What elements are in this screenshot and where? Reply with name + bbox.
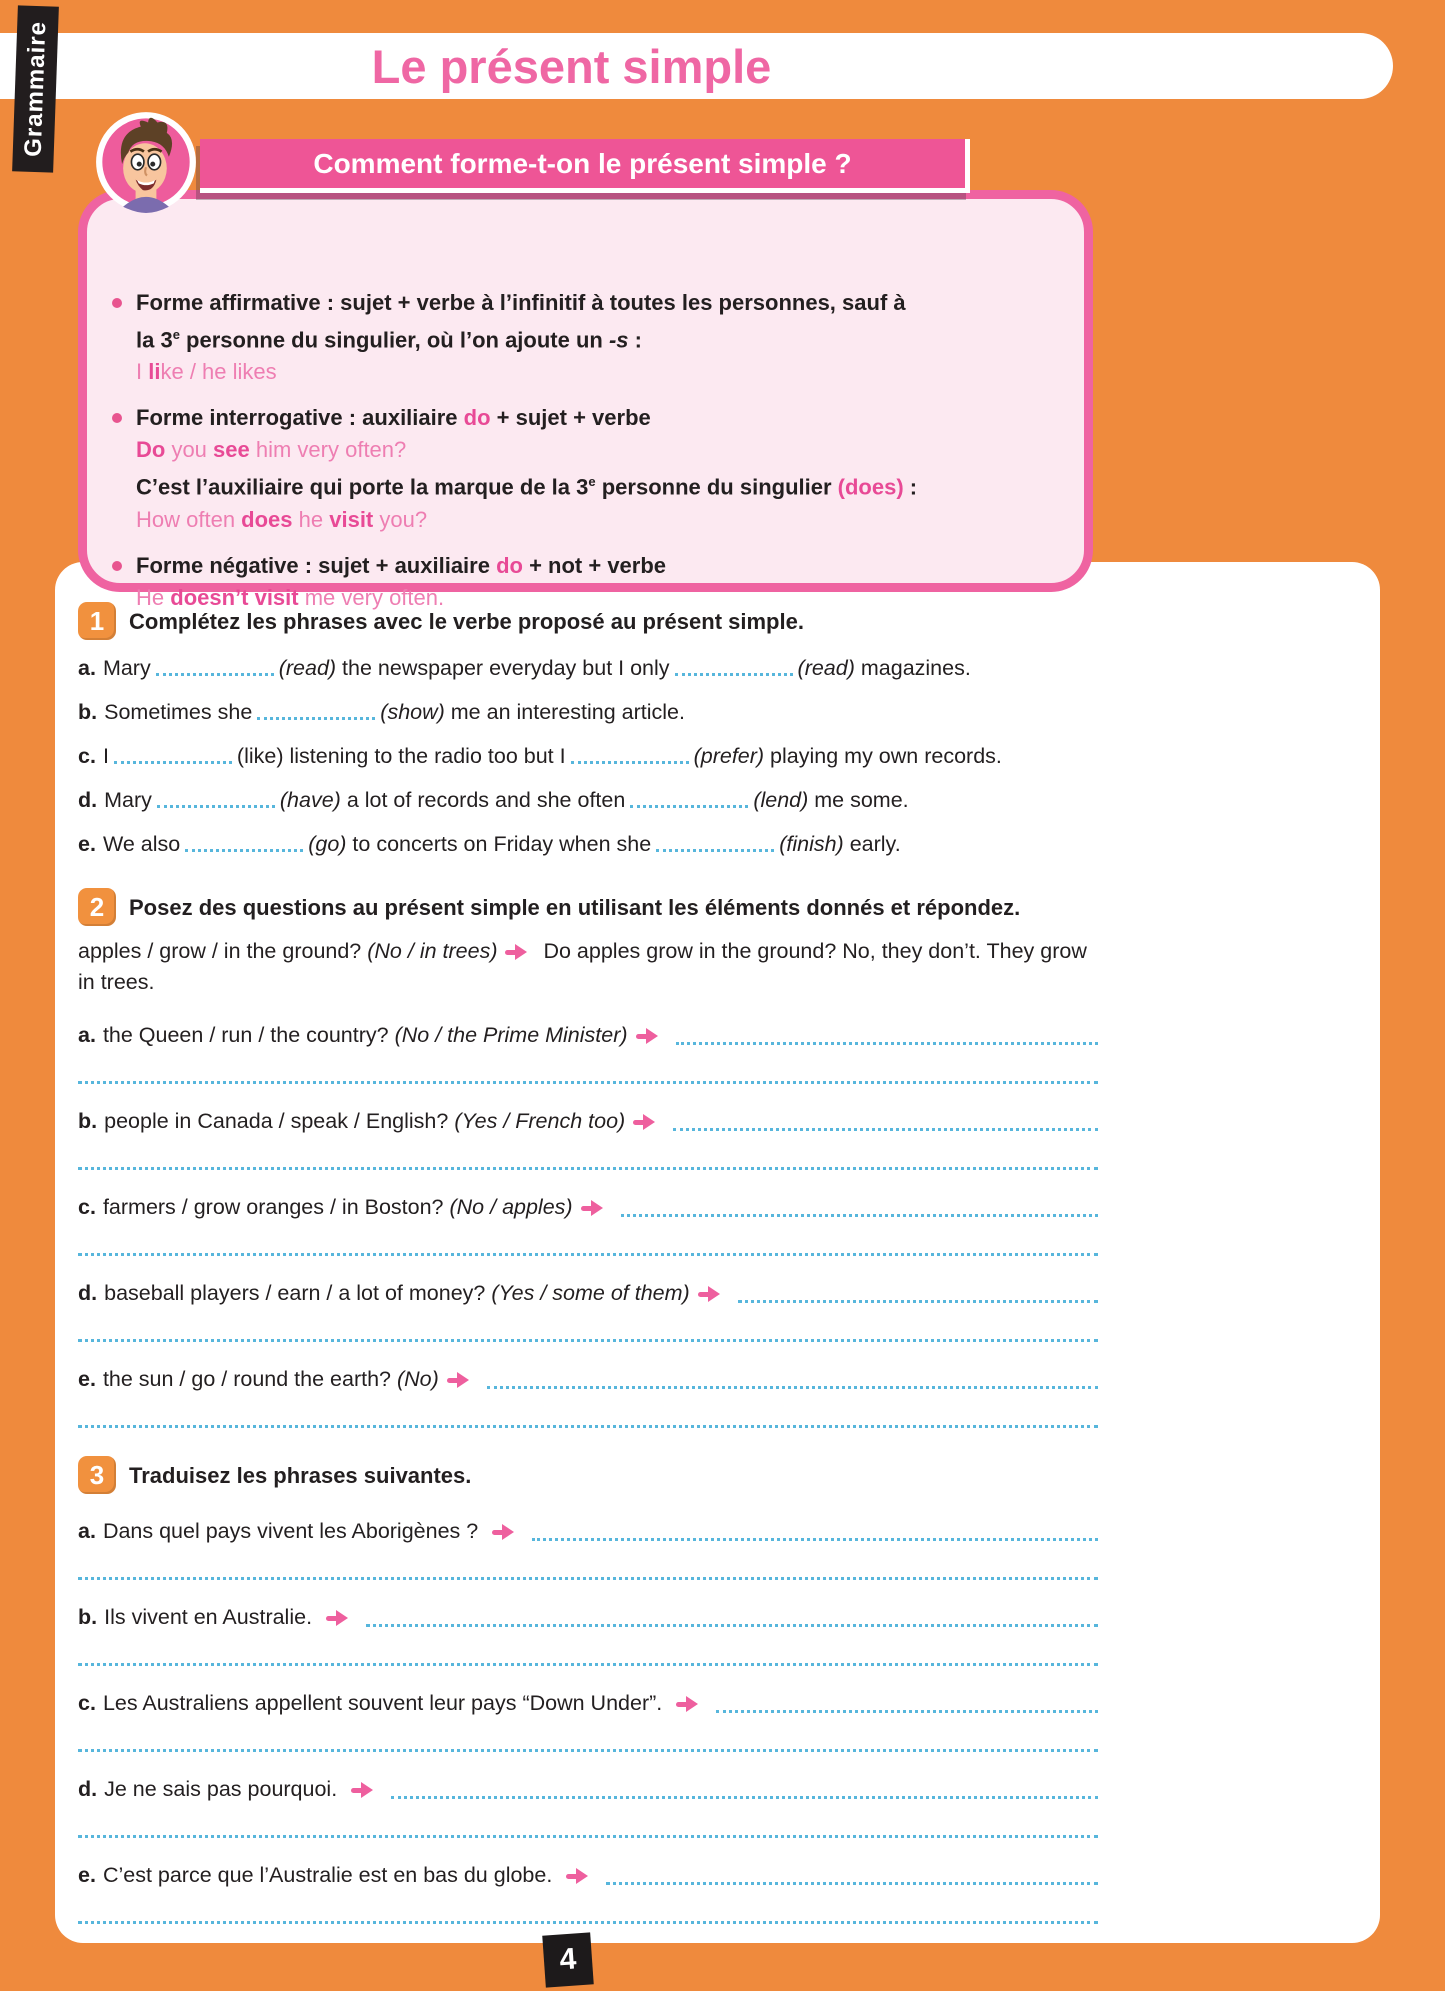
item-label: b. <box>78 1605 98 1629</box>
rule-line: Forme affirmative : sujet + verbe à l’infinitif à toutes les personnes, sauf à <box>136 290 906 315</box>
verb-hint: (read) <box>797 656 855 680</box>
answer-blank <box>673 1128 1098 1131</box>
answer-blank <box>738 1300 1098 1303</box>
exercise-2-item-c: c. farmers / grow oranges / in Boston? (No / apples) <box>78 1192 1098 1223</box>
rule-interrogative <box>136 402 1064 535</box>
arrow-icon <box>636 1027 658 1044</box>
exercise-2-example: apples / grow / in the ground? (No / in trees) Do apples grow in the ground? No, they don’t. They grow in trees. <box>78 939 1087 994</box>
answer-blank <box>114 746 232 764</box>
example-line: He doesn’t visit me very often. <box>136 584 445 610</box>
answer-line <box>78 1663 1098 1666</box>
answer-line <box>78 1253 1098 1256</box>
arrow-icon <box>566 1867 588 1884</box>
exercise-3-item-d: d. Je ne sais pas pourquoi. <box>78 1774 1098 1805</box>
exercise-2-number-badge: 2 <box>78 888 116 926</box>
item-label: c. <box>78 1195 96 1219</box>
arrow-icon <box>326 1609 348 1626</box>
item-label: a. <box>78 1023 96 1047</box>
item-label: d. <box>78 1777 98 1801</box>
grammaire-label: Grammaire <box>19 20 51 158</box>
item-label: e. <box>78 832 96 856</box>
answer-line <box>78 1167 1098 1170</box>
boy-avatar-icon <box>94 110 198 214</box>
answer-blank <box>532 1538 1098 1541</box>
superscript-e: e <box>588 474 596 490</box>
verb-hint: (have) <box>279 788 341 812</box>
hint-text: (Yes / some of them) <box>491 1281 690 1305</box>
boy-avatar <box>94 110 198 214</box>
answer-blank <box>391 1796 1098 1799</box>
item-label: a. <box>78 1519 96 1543</box>
verb-hint: (go) <box>308 832 347 856</box>
exercise-3-item-b: b. Ils vivent en Australie. <box>78 1602 1098 1633</box>
hint-text: (No) <box>396 1367 439 1391</box>
rule-line: Forme négative : sujet + auxiliaire do + not + verbe <box>136 552 667 578</box>
example-line: I like / he likes <box>136 359 277 385</box>
verb-hint: (lend) <box>753 788 809 812</box>
answer-blank <box>606 1882 1098 1885</box>
hint-text: (Yes / French too) <box>454 1109 626 1133</box>
answer-blank <box>366 1624 1098 1627</box>
exercise-1-item-b: b. Sometimes she (show) me an interesting article. <box>78 700 685 724</box>
exercise-2-item-a: a. the Queen / run / the country? (No / the Prime Minister) <box>78 1020 1098 1051</box>
hint-text: (No / the Prime Minister) <box>394 1023 628 1047</box>
superscript-e: e <box>172 327 180 342</box>
exercise-1-number-badge: 1 <box>78 602 116 640</box>
arrow-icon <box>447 1371 469 1388</box>
example-line: How often does he visit you? <box>136 506 428 532</box>
exercise-2-item-d: d. baseball players / earn / a lot of money? (Yes / some of them) <box>78 1278 1098 1309</box>
answer-line <box>78 1749 1098 1752</box>
item-label: d. <box>78 788 98 812</box>
item-label: b. <box>78 1109 98 1133</box>
answer-blank <box>571 746 689 764</box>
answer-line <box>78 1921 1098 1924</box>
grammaire-tab <box>12 5 59 172</box>
item-label: c. <box>78 1691 96 1715</box>
item-label: a. <box>78 656 96 680</box>
item-label: d. <box>78 1281 98 1305</box>
exercise-3-title: Traduisez les phrases suivantes. <box>129 1462 472 1488</box>
exercise-1-item-a: a. Mary (read) the newspaper everyday but I only (read) magazines. <box>78 656 971 680</box>
arrow-icon <box>505 943 527 960</box>
item-label: e. <box>78 1863 96 1887</box>
answer-blank <box>621 1214 1098 1217</box>
exercise-2-item-b: b. people in Canada / speak / English? (Yes / French too) <box>78 1106 1098 1137</box>
arrow-icon <box>698 1285 720 1302</box>
arrow-icon <box>633 1113 655 1130</box>
answer-line <box>78 1425 1098 1428</box>
rule-line: la 3e personne du singulier, où l’on ajoute un -s : <box>136 327 642 353</box>
exercise-3-item-c: c. Les Australiens appellent souvent leur pays “Down Under”. <box>78 1688 1098 1719</box>
exercise-1-item-c: c. I (like) listening to the radio too but I (prefer) playing my own records. <box>78 744 1002 768</box>
page-title: Le présent simple <box>371 39 772 93</box>
page-number-badge <box>542 1932 594 1987</box>
answer-blank <box>630 790 748 808</box>
exercise-2-item-e: e. the sun / go / round the earth? (No) <box>78 1364 1098 1395</box>
exercise-2-heading <box>78 888 1098 926</box>
bottom-strip <box>0 1991 1445 2000</box>
infobox-header-banner <box>200 139 970 193</box>
answer-line <box>78 1081 1098 1084</box>
arrow-icon <box>676 1695 698 1712</box>
hint-text: (No / apples) <box>449 1195 573 1219</box>
exercise-2-title: Posez des questions au présent simple en utilisant les éléments donnés et répondez. <box>129 894 1021 920</box>
item-label: c. <box>78 744 96 768</box>
arrow-icon <box>492 1523 514 1540</box>
exercise-1-item-d: d. Mary (have) a lot of records and she often (lend) me some. <box>78 788 909 812</box>
answer-blank <box>257 702 375 720</box>
exercise-3-item-e: e. C’est parce que l’Australie est en bas du globe. <box>78 1860 1098 1891</box>
answer-blank <box>185 834 303 852</box>
present-simple-infobox <box>78 190 1093 610</box>
rule-negative <box>136 550 1064 614</box>
answer-blank <box>675 658 793 676</box>
exercise-3-number-badge: 3 <box>78 1456 116 1494</box>
answer-blank <box>716 1710 1098 1713</box>
verb-hint: (prefer) <box>693 744 765 768</box>
answer-blank <box>676 1042 1098 1045</box>
answer-line <box>78 1835 1098 1838</box>
answer-blank <box>157 790 275 808</box>
rule-affirmative <box>136 287 1064 388</box>
exercise-1-title: Complétez les phrases avec le verbe proposé au présent simple. <box>129 608 804 634</box>
arrow-icon <box>581 1199 603 1216</box>
item-label: e. <box>78 1367 96 1391</box>
answer-blank <box>156 658 274 676</box>
example-line: Do you see him very often? <box>136 437 407 463</box>
answer-blank <box>656 834 774 852</box>
verb-hint: (finish) <box>779 832 844 856</box>
exercise-3-item-a: a. Dans quel pays vivent les Aborigènes ? <box>78 1516 1098 1547</box>
arrow-icon <box>351 1781 373 1798</box>
exercises-panel <box>55 562 1380 1943</box>
verb-hint: (read) <box>278 656 337 680</box>
answer-blank <box>487 1386 1098 1389</box>
infobox-header-text: Comment forme-t-on le présent simple ? <box>313 147 852 179</box>
answer-line <box>78 1339 1098 1342</box>
answer-line <box>78 1577 1098 1580</box>
hint-text: (No / in trees) <box>367 939 498 963</box>
page-number: 4 <box>558 1942 578 1977</box>
verb-hint: (show) <box>380 700 445 724</box>
rule-line: Forme interrogative : auxiliaire do + sujet + verbe <box>136 405 651 431</box>
exercise-3-heading <box>78 1456 1098 1494</box>
exercises-content <box>78 562 1098 1924</box>
item-label: b. <box>78 700 98 724</box>
verb-hint: (like) <box>236 744 284 768</box>
rules-list <box>87 199 1084 614</box>
exercise-1-item-e: e. We also (go) to concerts on Friday when she (finish) early. <box>78 832 901 856</box>
rule-line: C’est l’auxiliaire qui porte la marque de la 3e personne du singulier (does) : <box>136 474 918 500</box>
title-band <box>0 33 1393 99</box>
